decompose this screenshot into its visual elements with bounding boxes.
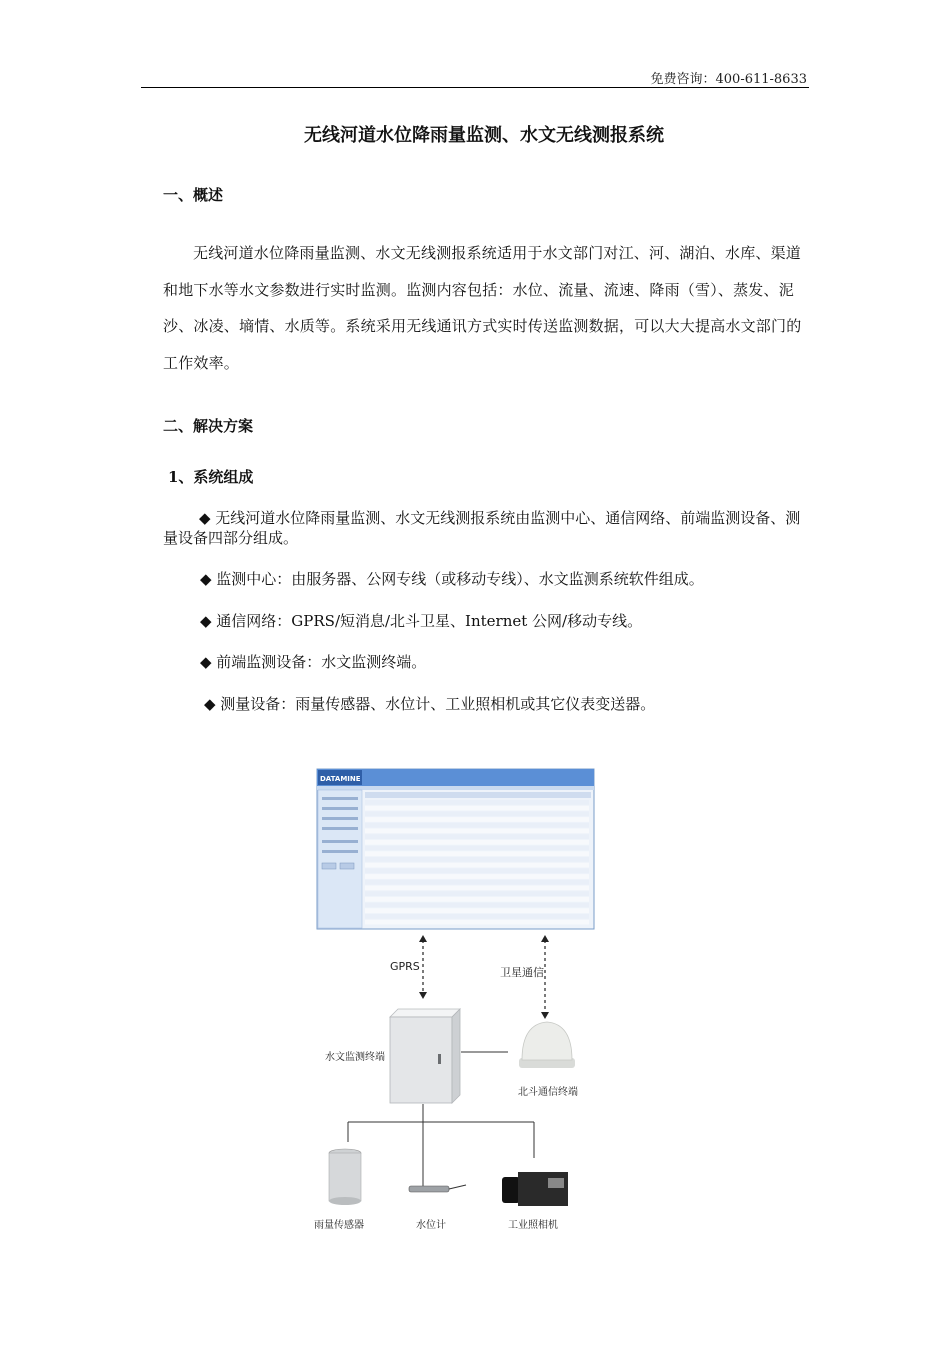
table-row [365,886,589,891]
bullet-item: ◆ 通信网络：GPRS/短消息/北斗卫星、Internet 公网/移动专线。 [200,612,643,630]
bullet-item: ◆ 监测中心：由服务器、公网专线（或移动专线）、水文监测系统软件组成。 [200,570,704,588]
table-row [365,806,589,811]
table-row [365,874,589,879]
terminal-cabinet-icon [390,1009,460,1103]
arrow-up-icon [541,935,549,942]
rain-sensor-label: 雨量传感器 [314,1220,364,1231]
camera-label: 工业照相机 [508,1220,558,1231]
solution-heading: 二、解决方案 [163,417,254,435]
arrow-down-icon [541,1012,549,1019]
table-row [365,857,589,862]
bullet-item: ◆ 测量设备：雨量传感器、水位计、工业照相机或其它仪表变送器。 [204,695,656,713]
software-logo: DATAMINE [320,775,361,783]
industrial-camera-icon [502,1172,568,1206]
table-row [365,880,589,885]
arrow-down-icon [419,992,427,999]
table-row [365,908,589,913]
table-row [365,823,589,828]
water-level-gauge-icon [409,1185,466,1192]
table-row [365,800,589,805]
table-row [365,897,589,902]
arrow-up-icon [419,935,427,942]
table-row [365,891,589,896]
software-screenshot [317,769,594,929]
table-row [365,868,589,873]
bullet-item: ◆ 前端监测设备：水文监测终端。 [200,653,427,671]
beidou-terminal-icon [519,1022,575,1068]
satellite-label: 卫星通信 [500,966,544,979]
table-row [365,846,589,851]
table-row [365,840,589,845]
rain-sensor-icon [329,1149,361,1205]
overview-text: 无线河道水位降雨量监测、水文无线测报系统适用于水文部门对江、河、湖泊、水库、渠道和地下水等水文参数进行实时监测。监测内容包括：水位、流量、流速、降雨（雪）、蒸发、泥沙、冰凌、墒情、水质等。系统采用无线通讯方式实时传送监测数据，可以大大提高水文部门的工作效率。 [163,244,802,372]
table-row [365,851,589,856]
table-row [365,863,589,868]
beidou-label: 北斗通信终端 [518,1087,578,1098]
composition-heading: 1、系统组成 [168,468,254,486]
table-row [365,829,589,834]
bullet-item: ◆ 无线河道水位降雨量监测、水文无线测报系统由监测中心、通信网络、前端监测设备、测量设备四部分组成。 [163,509,801,547]
water-level-label: 水位计 [416,1220,446,1231]
terminal-label: 水文监测终端 [325,1052,385,1063]
overview-heading: 一、概述 [163,186,224,204]
gprs-label: GPRS [390,960,420,973]
header-contact: 免费咨询：400-611-8633 [650,72,807,87]
table-row [365,817,589,822]
page-title: 无线河道水位降雨量监测、水文无线测报系统 [304,125,664,146]
table-row [365,811,589,816]
table-row [365,914,589,919]
table-row [365,903,589,908]
equipment-bus [348,1104,534,1186]
table-row [365,920,589,925]
table-row [365,834,589,839]
